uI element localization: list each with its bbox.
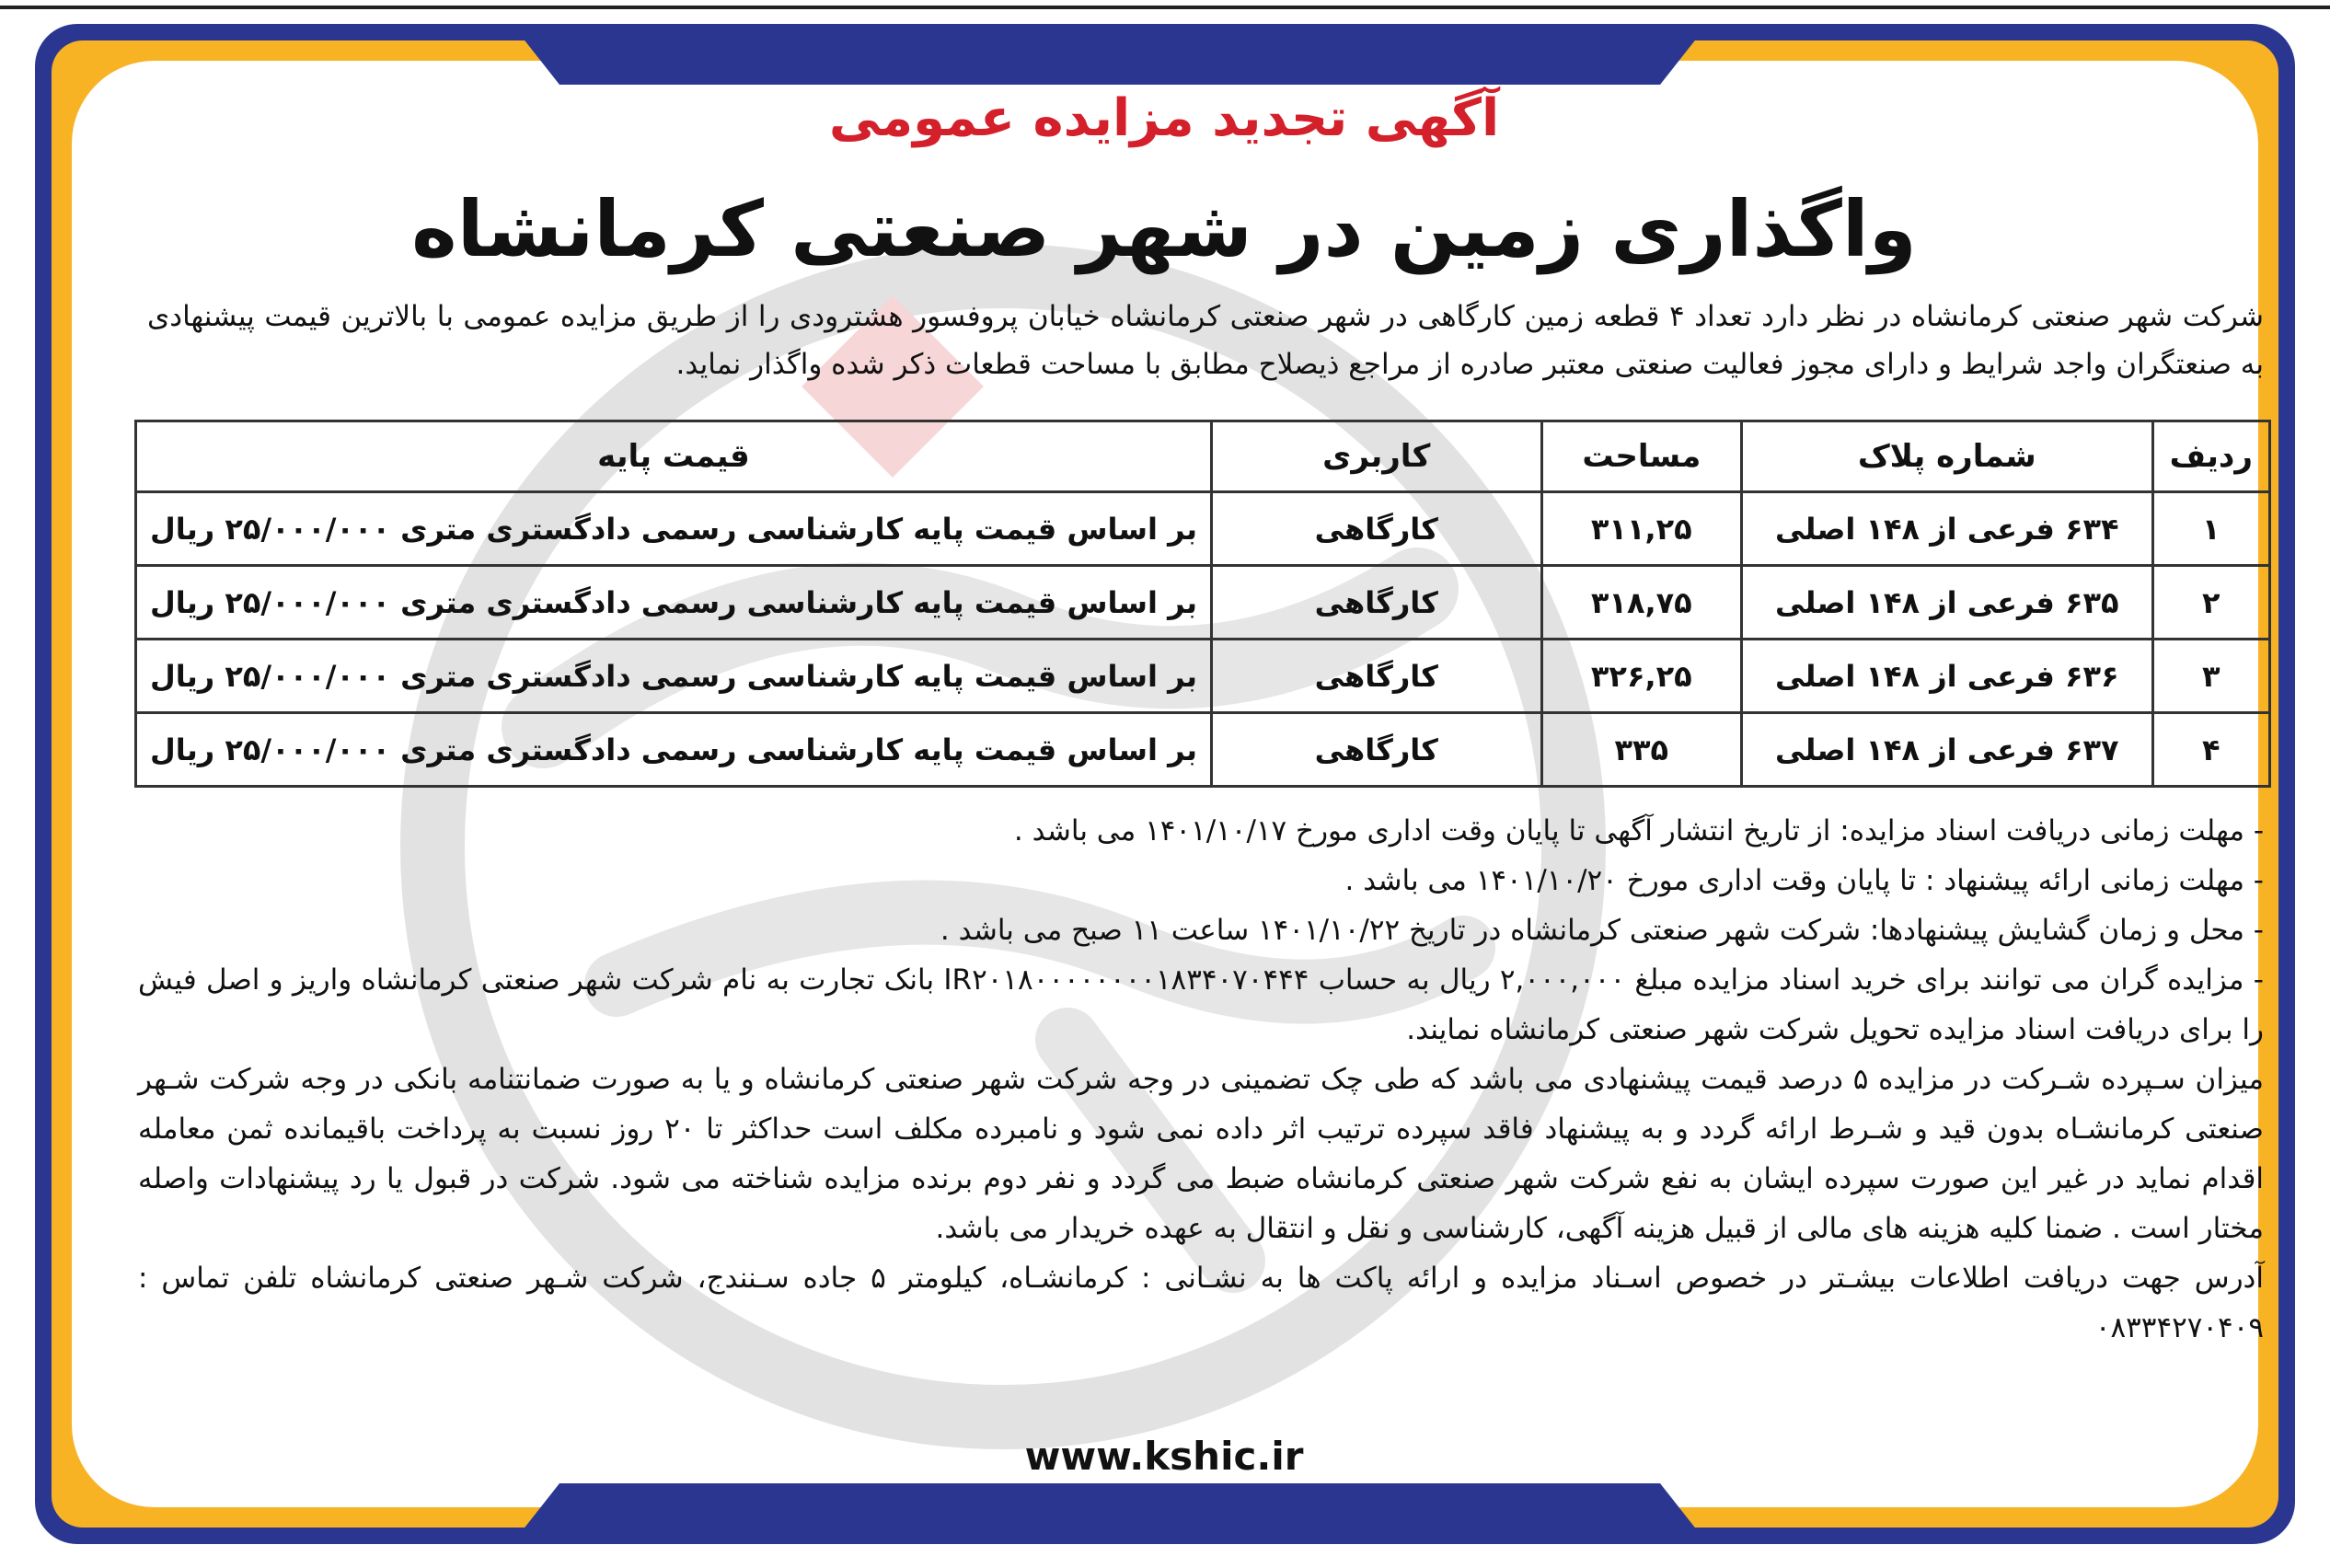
- term-document-deadline: - مهلت زمانی دریافت اسناد مزایده: از تاریخ انتشار آگهی تا پایان وقت اداری مورخ ۱۴۰۱/۱۰/۱۷ می باشد .: [1013, 814, 2264, 847]
- header-plate: شماره پلاک: [1742, 421, 2153, 492]
- cell-price: بر اساس قیمت پایه کارشناسی رسمی دادگستری متری ۲۵/۰۰۰/۰۰۰ ریال: [136, 713, 1212, 787]
- cell-plate: ۶۳۴ فرعی از ۱۴۸ اصلی: [1742, 492, 2153, 566]
- notice-terms: [138, 806, 2264, 1353]
- notice-intro: شرکت شهر صنعتی کرمانشاه در نظر دارد تعداد ۴ قطعه زمین کارگاهی در شهر صنعتی کرمانشاه خیابان پروفسور هشترودی را از طریق مزایده عمومی با بالاترین قیمت پیشنهادی به صنعتگران واجد شرایط و دارای مجوز فعالیت صنعتی معتبر صادره از مراجع ذیصلاح مطابق با مساحت قطعات ذکر شده واگذار نماید.: [147, 300, 2264, 381]
- table-row: [136, 713, 2270, 787]
- table-row: [136, 566, 2270, 640]
- notice-title: واگذاری زمین در شهر صنعتی کرمانشاه: [411, 184, 1917, 274]
- cell-area: ۳۱۱,۲۵: [1541, 492, 1741, 566]
- table-row: [136, 640, 2270, 713]
- header-row-number: ردیف: [2152, 421, 2269, 492]
- header-price: قیمت پایه: [136, 421, 1212, 492]
- table-header-row: [136, 421, 2270, 492]
- term-purchase-documents: - مزایده گران می توانند برای خرید اسناد مزایده مبلغ ۲,۰۰۰,۰۰۰ ریال به حساب IR۲۰۱۸۰۰۰۰۰۰۰۰۱۸۳۴۰۷۰۴۴۴ بانک تجارت به نام شرکت شهر صنعتی کرمانشاه واریز و اصل فیش را برای دریافت اسناد مزایده تحویل شرکت شهر صنعتی کرمانشاه نمایند.: [138, 963, 2264, 1046]
- term-opening: - محل و زمان گشایش پیشنهادها: شرکت شهر صنعتی کرمانشاه در تاریخ ۱۴۰۱/۱۰/۲۲ ساعت ۱۱ صبح می باشد .: [940, 914, 2264, 947]
- header-area: مساحت: [1541, 421, 1741, 492]
- term-address: آدرس جهت دریافت اطلاعات بیشـتر در خصوص اسـناد مزایده و ارائه پاکت ها به نشـانی : کرمانشـاه، کیلومتر ۵ جاده سـنندج، شرکت شـهر صنعتی کرمانشاه تلفن تماس : ۰۸۳۳۴۲۷۰۴۰۹: [138, 1262, 2264, 1344]
- notice-subtitle: آگهی تجدید مزایده عمومی: [828, 88, 1500, 148]
- cell-area: ۳۲۶,۲۵: [1541, 640, 1741, 713]
- cell-row-number: ۳: [2152, 640, 2269, 713]
- term-deposit: میزان سـپرده شـرکت در مزایده ۵ درصد قیمت پیشنهادی می باشد که طی چک تضمینی در وجه شرکت شهر صنعتی کرمانشاه و یا به صورت ضمانتنامه بانکی در وجه شرکت شـهر صنعتی کرمانشـاه بدون قید و شـرط ارائه گردد و به پیشنهاد فاقد سپرده ترتیب اثر داده نمی شود و نامبرده مکلف است حداکثر تا ۲۰ روز نسبت به پرداخت باقیمانده ثمن معامله اقدام نماید در غیر این صورت سپرده ایشان به نفع شرکت شهر صنعتی کرمانشاه ضبط می گردد و نفر دوم برنده مزایده شناخته می شود. شرکت در قبول یا رد پیشنهادات واصله مختار است . ضمنا کلیه هزینه های مالی از قبیل هزینه آگهی، کارشناسی و نقل و انتقال به عهده خریدار می باشد.: [138, 1063, 2264, 1245]
- cell-usage: کارگاهی: [1211, 713, 1541, 787]
- cell-plate: ۶۳۵ فرعی از ۱۴۸ اصلی: [1742, 566, 2153, 640]
- cell-price: بر اساس قیمت پایه کارشناسی رسمی دادگستری متری ۲۵/۰۰۰/۰۰۰ ریال: [136, 640, 1212, 713]
- cell-area: ۳۱۸,۷۵: [1541, 566, 1741, 640]
- website-link[interactable]: www.kshic.ir: [1024, 1434, 1304, 1479]
- cell-price: بر اساس قیمت پایه کارشناسی رسمی دادگستری متری ۲۵/۰۰۰/۰۰۰ ریال: [136, 566, 1212, 640]
- cell-usage: کارگاهی: [1211, 566, 1541, 640]
- cell-area: ۳۳۵: [1541, 713, 1741, 787]
- cell-price: بر اساس قیمت پایه کارشناسی رسمی دادگستری متری ۲۵/۰۰۰/۰۰۰ ریال: [136, 492, 1212, 566]
- cell-row-number: ۲: [2152, 566, 2269, 640]
- header-usage: کاربری: [1211, 421, 1541, 492]
- term-bid-deadline: - مهلت زمانی ارائه پیشنهاد : تا پایان وقت اداری مورخ ۱۴۰۱/۱۰/۲۰ می باشد .: [1344, 864, 2264, 897]
- table-row: [136, 492, 2270, 566]
- notice-content: [64, 0, 2264, 1568]
- cell-usage: کارگاهی: [1211, 492, 1541, 566]
- cell-plate: ۶۳۷ فرعی از ۱۴۸ اصلی: [1742, 713, 2153, 787]
- cell-plate: ۶۳۶ فرعی از ۱۴۸ اصلی: [1742, 640, 2153, 713]
- plots-table: [134, 420, 2271, 788]
- cell-row-number: ۱: [2152, 492, 2269, 566]
- cell-row-number: ۴: [2152, 713, 2269, 787]
- cell-usage: کارگاهی: [1211, 640, 1541, 713]
